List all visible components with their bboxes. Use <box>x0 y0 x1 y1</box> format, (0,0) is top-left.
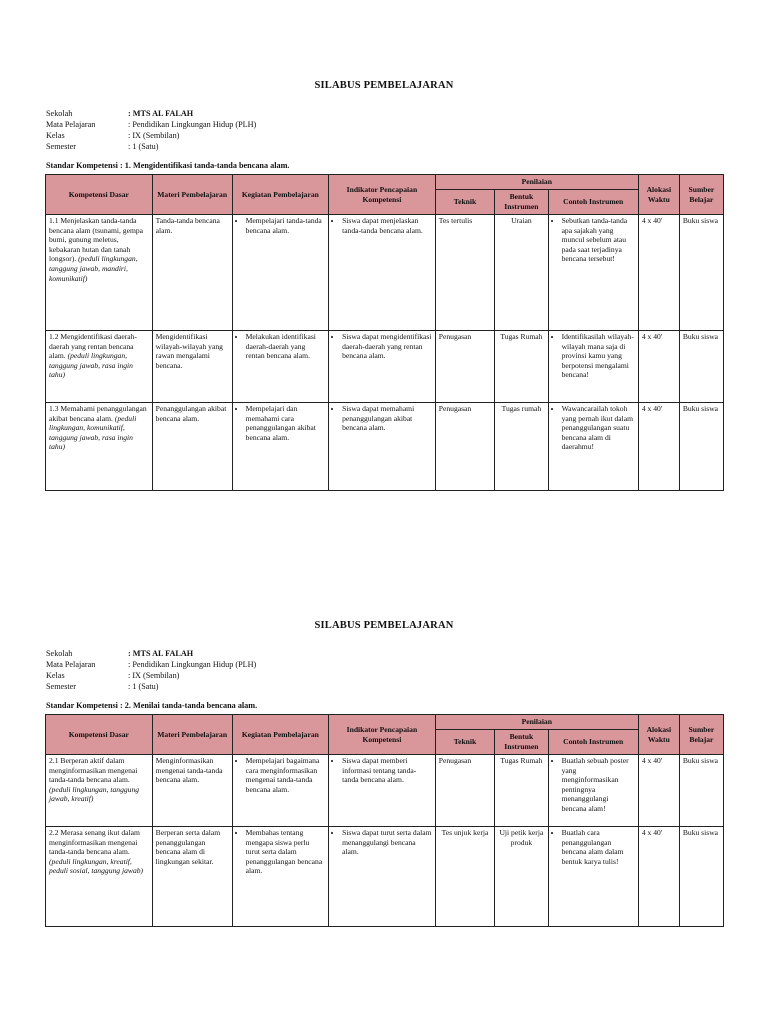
cell-indikator: • Siswa dapat mengidentifikasi daerah-daerah yang rentan bencana alam. <box>329 331 436 403</box>
cell-indikator: • Siswa dapat memahami penanggulangan akibat bencana alam. <box>329 403 436 491</box>
meta-key: Sekolah <box>46 109 73 118</box>
cell-kegiatan: • Mempelajari dan memahami cara penanggulangan akibat bencana alam. <box>232 403 328 491</box>
section-2-title: SILABUS PEMBELAJARAN <box>314 620 454 631</box>
header-indikator: Indikator Pencapaian Kompetensi <box>329 715 436 755</box>
meta-value: : IX (Sembilan) <box>128 671 180 680</box>
cell-contoh: • Buatlah sebuah poster yang menginformasikan pentingnya menanggulangi bencana alam! <box>548 755 638 827</box>
meta-value: : Pendidikan Lingkungan Hidup (PLH) <box>128 120 257 129</box>
meta-value: : Pendidikan Lingkungan Hidup (PLH) <box>128 660 257 669</box>
cell-contoh: • Wawancarailah tokoh yang pernah ikut dalam penanggulangan suatu bencana alam di daerahmu! <box>548 403 638 491</box>
cell-kd: 1.1 Menjelaskan tanda-tanda bencana alam (tsunami, gempa bumi, gunung meletus, kebakaran hutan dan tanah longsor). (peduli lingkungan, tanggung jawab, mandiri, komunikatif) <box>46 215 153 331</box>
header-materi: Materi Pembelajaran <box>152 715 232 755</box>
cell-kd: 2.1 Berperan aktif dalam menginformasikan mengenai tanda-tanda bencana alam. (peduli lingkungan, tanggung jawab, kreatif) <box>46 755 153 827</box>
meta-row-subject <box>46 119 256 130</box>
meta-row-class <box>46 670 256 681</box>
cell-bentuk: Uji petik kerja produk <box>495 827 548 927</box>
cell-indikator: • Siswa dapat menjelaskan tanda-tanda bencana alam. <box>329 215 436 331</box>
cell-alokasi: 4 x 40' <box>638 403 679 491</box>
cell-materi: Menginformasikan mengenai tanda-tanda bencana alam. <box>152 755 232 827</box>
cell-teknik: Penugasan <box>435 331 494 403</box>
header-contoh: Contoh Instrumen <box>548 190 638 215</box>
cell-sumber: Buku siswa <box>679 827 723 927</box>
cell-teknik: Penugasan <box>435 755 494 827</box>
section-1-meta <box>46 108 256 152</box>
cell-indikator: • Siswa dapat memberi informasi tentang tanda-tanda bencana alam. <box>329 755 436 827</box>
meta-key: Semester <box>46 682 77 691</box>
meta-row-subject <box>46 659 256 670</box>
meta-value: : MTS AL FALAH <box>128 109 194 118</box>
cell-materi: Berperan serta dalam penanggulangan bencana alam di lingkungan sekitar. <box>152 827 232 927</box>
cell-teknik: Tes tertulis <box>435 215 494 331</box>
cell-bentuk: Tugas rumah <box>495 403 548 491</box>
cell-kd: 1.2 Mengidentifikasi daerah-daerah yang rentan bencana alam. (peduli lingkungan, tanggung jawab, rasa ingin tahu) <box>46 331 153 403</box>
cell-materi: Tanda-tanda bencana alam. <box>152 215 232 331</box>
cell-bentuk: Uraian <box>495 215 548 331</box>
meta-value: : 1 (Satu) <box>128 142 159 151</box>
cell-bentuk: Tugas Rumah <box>495 331 548 403</box>
meta-key: Mata Pelajaran <box>46 660 96 669</box>
section-2-standard: Standar Kompetensi : 2. Menilai tanda-tanda bencana alam. <box>46 701 258 710</box>
cell-teknik: Penugasan <box>435 403 494 491</box>
cell-alokasi: 4 x 40' <box>638 827 679 927</box>
table-row <box>46 215 724 331</box>
header-teknik: Teknik <box>435 190 494 215</box>
cell-sumber: Buku siswa <box>679 215 723 331</box>
cell-indikator: • Siswa dapat turut serta dalam menanggulangi bencana alam. <box>329 827 436 927</box>
header-alokasi: Alokasi Waktu <box>638 175 679 215</box>
header-bentuk: Bentuk Instrumen <box>495 730 548 755</box>
meta-row-school <box>46 648 256 659</box>
cell-contoh: • Sebutkan tanda-tanda apa sajakah yang muncul sebelum atau pada saat terjadinya bencana tersebut! <box>548 215 638 331</box>
section-1-title: SILABUS PEMBELAJARAN <box>314 80 454 91</box>
section-1-standard: Standar Kompetensi : 1. Mengidentifikasi tanda-tanda bencana alam. <box>46 161 290 170</box>
meta-row-semester <box>46 141 256 152</box>
meta-key: Kelas <box>46 131 65 140</box>
header-teknik: Teknik <box>435 730 494 755</box>
table-row <box>46 403 724 491</box>
header-penilaian: Penilaian <box>435 175 638 190</box>
cell-alokasi: 4 x 40' <box>638 331 679 403</box>
meta-row-school <box>46 108 256 119</box>
cell-sumber: Buku siswa <box>679 331 723 403</box>
meta-key: Kelas <box>46 671 65 680</box>
header-indikator: Indikator Pencapaian Kompetensi <box>329 175 436 215</box>
header-kegiatan: Kegiatan Pembelajaran <box>232 715 328 755</box>
header-sumber: Sumber Belajar <box>679 175 723 215</box>
header-bentuk: Bentuk Instrumen <box>495 190 548 215</box>
table-row <box>46 755 724 827</box>
cell-alokasi: 4 x 40' <box>638 755 679 827</box>
cell-materi: Penanggulangan akibat bencana alam. <box>152 403 232 491</box>
meta-value: : 1 (Satu) <box>128 682 159 691</box>
meta-key: Mata Pelajaran <box>46 120 96 129</box>
section-2-meta <box>46 648 256 692</box>
cell-kd: 1.3 Memahami penanggulangan akibat bencana alam. (peduli lingkungan, komunikatif, tanggung jawab, rasa ingin tahu) <box>46 403 153 491</box>
header-kegiatan: Kegiatan Pembelajaran <box>232 175 328 215</box>
meta-value: : MTS AL FALAH <box>128 649 194 658</box>
cell-kegiatan: • Melakukan identifikasi daerah-daerah yang rentan bencana alam. <box>232 331 328 403</box>
table-row <box>46 827 724 927</box>
cell-contoh: • Identifikasilah wilayah-wilayah mana saja di provinsi kamu yang berpotensi mengalami bencana! <box>548 331 638 403</box>
cell-sumber: Buku siswa <box>679 403 723 491</box>
cell-materi: Mengidentifikasi wilayah-wilayah yang rawan mengalami bencana. <box>152 331 232 403</box>
cell-sumber: Buku siswa <box>679 755 723 827</box>
section-1-table <box>45 174 724 491</box>
cell-kegiatan: • Mempelajari bagaimana cara menginformasikan mengenai tanda-tanda bencana alam. <box>232 755 328 827</box>
cell-kegiatan: • Mempelajari tanda-tanda bencana alam. <box>232 215 328 331</box>
cell-bentuk: Tugas Rumah <box>495 755 548 827</box>
header-materi: Materi Pembelajaran <box>152 175 232 215</box>
meta-row-class <box>46 130 256 141</box>
cell-kegiatan: • Membahas tentang mengapa siswa perlu turut serta dalam penanggulangan bencana alam. <box>232 827 328 927</box>
meta-key: Sekolah <box>46 649 73 658</box>
meta-key: Semester <box>46 142 77 151</box>
cell-teknik: Tes unjuk kerja <box>435 827 494 927</box>
cell-alokasi: 4 x 40' <box>638 215 679 331</box>
meta-value: : IX (Sembilan) <box>128 131 180 140</box>
section-2-table <box>45 714 724 927</box>
header-kompetensi: Kompetensi Dasar <box>46 175 153 215</box>
header-contoh: Contoh Instrumen <box>548 730 638 755</box>
header-kompetensi: Kompetensi Dasar <box>46 715 153 755</box>
cell-contoh: • Buatlah cara penanggulangan bencana alam dalam bentuk karya tulis! <box>548 827 638 927</box>
header-sumber: Sumber Belajar <box>679 715 723 755</box>
table-row <box>46 331 724 403</box>
header-penilaian: Penilaian <box>435 715 638 730</box>
meta-row-semester <box>46 681 256 692</box>
cell-kd: 2.2 Merasa senang ikut dalam menginformasikan mengenai tanda-tanda bencana alam. (peduli lingkungan, kreatif, peduli sosial, tanggung jawab) <box>46 827 153 927</box>
header-alokasi: Alokasi Waktu <box>638 715 679 755</box>
